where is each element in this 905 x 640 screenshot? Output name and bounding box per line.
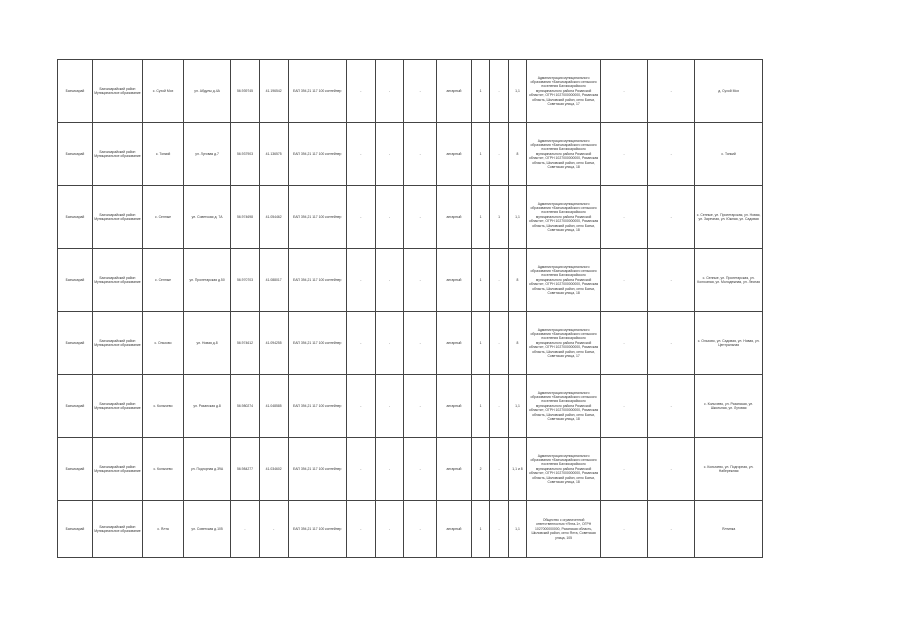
table-cell-c13: - <box>490 60 508 123</box>
table-cell-c16: - <box>600 312 647 375</box>
table-cell-c18: Ялтинка <box>695 501 763 558</box>
table-cell-c17: - <box>648 312 695 375</box>
table-cell-c6: 41.048585 <box>259 375 288 438</box>
table-cell-c9: - <box>375 501 404 558</box>
table-row <box>58 501 763 558</box>
table-cell-c6: 41.094255 <box>259 312 288 375</box>
table-cell-c1: Бахчисарай <box>58 123 93 186</box>
table-cell-c10: - <box>404 60 437 123</box>
table-cell-c2: Бахчисарайский район Муниципальное образование <box>92 438 142 501</box>
table-cell-c16: - <box>600 501 647 558</box>
table-cell-c17: - <box>648 186 695 249</box>
table-cell-c18: с. Сенные, ул. Пролетарская, ул. Колхозная, ул. Молодежная, ул. Лесная <box>695 249 763 312</box>
table-cell-c3: с. Колычево <box>143 375 184 438</box>
table-cell-c9: - <box>375 249 404 312</box>
table-cell-c8: - <box>346 438 375 501</box>
table-cell-c1: Бахчисарай <box>58 375 93 438</box>
table-cell-c8: - <box>346 60 375 123</box>
table-row <box>58 438 763 501</box>
table-cell-c10: - <box>404 438 437 501</box>
table-cell-c4: ул. Рязанская д.8 <box>184 375 231 438</box>
table-cell-c9: - <box>375 312 404 375</box>
table-cell-c3: с. Тонкий <box>143 123 184 186</box>
table-cell-c2: Бахчисарайский район Муниципальное образование <box>92 186 142 249</box>
table-row <box>58 375 763 438</box>
table-cell-c4: ул. Новая д.8 <box>184 312 231 375</box>
table-cell-c12: 1 <box>471 186 489 249</box>
table-cell-c18: с. Колычево, ул. Подгорная, ул. Набережная <box>695 438 763 501</box>
table-cell-c11: ангарный <box>437 249 472 312</box>
table-cell-c16: - <box>600 123 647 186</box>
table-cell-c13: - <box>490 501 508 558</box>
table-cell-c13: - <box>490 249 508 312</box>
table-cell-c2: Бахчисарайский район Муниципальное образование <box>92 249 142 312</box>
table-cell-c2: Бахчисарайский район Муниципальное образование <box>92 123 142 186</box>
table-cell-c14: 8 <box>508 312 526 375</box>
table-cell-c12: 1 <box>471 501 489 558</box>
table-cell-c11: ангарный <box>437 438 472 501</box>
table-cell-c16: - <box>600 60 647 123</box>
table-cell-c4: ул. Пролетарская д.50 <box>184 249 231 312</box>
table-cell-c9: - <box>375 186 404 249</box>
table-cell-c14: 8 <box>508 123 526 186</box>
table-cell-c13: - <box>490 312 508 375</box>
table-cell-c12: 1 <box>471 60 489 123</box>
table-cell-c18: с. Тонкий <box>695 123 763 186</box>
table-cell-c12: 1 <box>471 312 489 375</box>
table-cell-c12: 1 <box>471 123 489 186</box>
table-row <box>58 249 763 312</box>
table-cell-c16: - <box>600 249 647 312</box>
table-cell-c5: 56.974612 <box>231 312 260 375</box>
table-cell-c17: - <box>648 375 695 438</box>
table-cell-c18: с. Колычево, ул. Рязанская, ул. Школьная, ул. Луговая <box>695 375 763 438</box>
table-cell-c5: - <box>231 501 260 558</box>
table-cell-c12: 1 <box>471 249 489 312</box>
table-cell-c15: Администрация муниципального образования «Бахчисарайского сельского поселения Бахчисарайского муниципального района Рязанской области», ОГРН 1027000000000, Рязанская область, Шиловский район, село Бахчи, Советская улица, 18 <box>527 375 601 438</box>
table-cell-c14: 1,1 <box>508 375 526 438</box>
table-cell-c16: - <box>600 186 647 249</box>
table-cell-c7: ЕАП 394,21 117 100 контейнер <box>288 123 346 186</box>
table-cell-c7: ЕАП 394,21 117 100 контейнер <box>288 501 346 558</box>
table-cell-c14: 8 <box>508 249 526 312</box>
table-cell-c10: - <box>404 123 437 186</box>
table-cell-c1: Бахчисарай <box>58 249 93 312</box>
table-cell-c15: Общество с ограниченной ответственностью «Ялта-1», ОГРН 1027000000000, Рязанская область, Шиловский район, село Ялта, Советская улица, 105 <box>527 501 601 558</box>
table-cell-c5: 56.937903 <box>231 123 260 186</box>
table-cell-c2: Бахчисарайский район Муниципальное образование <box>92 312 142 375</box>
table-cell-c13: - <box>490 438 508 501</box>
table-cell-c1: Бахчисарай <box>58 501 93 558</box>
table-cell-c3: с. Сухой Мох <box>143 60 184 123</box>
table-cell-c11: ангарный <box>437 501 472 558</box>
table-cell-c8: - <box>346 186 375 249</box>
table-cell-c8: - <box>346 501 375 558</box>
table-cell-c10: - <box>404 249 437 312</box>
table-cell-c1: Бахчисарай <box>58 312 93 375</box>
table-cell-c7: ЕАП 394,21 117 100 контейнер <box>288 312 346 375</box>
table-cell-c3: с. Сенные <box>143 249 184 312</box>
table-cell-c1: Бахчисарай <box>58 438 93 501</box>
table-cell-c11: ангарный <box>437 312 472 375</box>
table-cell-c15: Администрация муниципального образования «Бахчисарайского сельского поселения Бахчисарайского муниципального района Рязанской области», ОГРН 1027000000000, Рязанская область, Шиловский район, село Бахчи, Советская улица, 17 <box>527 312 601 375</box>
table-cell-c10: - <box>404 375 437 438</box>
table-cell-c16: - <box>600 438 647 501</box>
table-cell-c2: Бахчисарайский район Муниципальное образование <box>92 501 142 558</box>
table-cell-c15: Администрация муниципального образования «Бахчисарайского сельского поселения Бахчисарайского муниципального района Рязанской области», ОГРН 1027000000000, Рязанская область, Шиловский район, село Бахчи, Советская улица, 17 <box>527 60 601 123</box>
table-cell-c1: Бахчисарай <box>58 186 93 249</box>
table-cell-c6: - <box>259 501 288 558</box>
table-cell-c10: - <box>404 312 437 375</box>
table-cell-c5: 56.980274 <box>231 375 260 438</box>
table-cell-c3: с. Ялта <box>143 501 184 558</box>
table-cell-c4: ул. Подгорная д.39А <box>184 438 231 501</box>
table-cell-c13: 1 <box>490 186 508 249</box>
table-cell-c11: ангарный <box>437 60 472 123</box>
table-cell-c9: - <box>375 438 404 501</box>
table-cell-c10: - <box>404 501 437 558</box>
table-cell-c14: 1,1 <box>508 186 526 249</box>
table-cell-c13: - <box>490 123 508 186</box>
table-cell-c16: - <box>600 375 647 438</box>
table-cell-c4: ул. Советская д.105 <box>184 501 231 558</box>
table-cell-c6: 41.034602 <box>259 438 288 501</box>
table-cell-c2: Бахчисарайский район Муниципальное образование <box>92 60 142 123</box>
table-cell-c17: - <box>648 438 695 501</box>
table-cell-c12: 2 <box>471 438 489 501</box>
table-cell-c7: ЕАП 394,21 117 100 контейнер <box>288 60 346 123</box>
table-cell-c9: - <box>375 375 404 438</box>
table-cell-c6: 41.136575 <box>259 123 288 186</box>
table-cell-c8: - <box>346 249 375 312</box>
table-cell-c9: - <box>375 60 404 123</box>
table-cell-c18: с. Сенные, ул. Пролетарская, ул. Новая, ул. Заречная, ул. Южная, ул. Садовая <box>695 186 763 249</box>
table-cell-c3: с. Колычево <box>143 438 184 501</box>
table-cell-c4: ул. Советская д. 7А <box>184 186 231 249</box>
table-cell-c7: ЕАП 394,21 117 100 контейнер <box>288 375 346 438</box>
table-cell-c4: ул. Абдулы д.4А <box>184 60 231 123</box>
table-row <box>58 312 763 375</box>
table-cell-c11: ангарный <box>437 123 472 186</box>
table-cell-c12: 1 <box>471 375 489 438</box>
table-cell-c5: 56.970703 <box>231 249 260 312</box>
table-cell-c17: - <box>648 123 695 186</box>
table-cell-c6: 41.196542 <box>259 60 288 123</box>
table-cell-c17: - <box>648 249 695 312</box>
table-cell-c6: 41.088017 <box>259 249 288 312</box>
table-cell-c14: 1,1 и 8 <box>508 438 526 501</box>
table-cell-c3: с. Ольхово <box>143 312 184 375</box>
table-cell-c3: с. Сенные <box>143 186 184 249</box>
table-cell-c2: Бахчисарайский район Муниципальное образование <box>92 375 142 438</box>
table-row <box>58 186 763 249</box>
table-cell-c18: д. Сухой Мох <box>695 60 763 123</box>
table-cell-c18: с. Ольхово, ул. Садовая, ул. Новая, ул. Центральная <box>695 312 763 375</box>
table-cell-c9: - <box>375 123 404 186</box>
table-cell-c14: 1,1 <box>508 60 526 123</box>
table-cell-c4: ул. Луговая д.7 <box>184 123 231 186</box>
table-row <box>58 60 763 123</box>
table-cell-c7: ЕАП 394,21 117 100 контейнер <box>288 438 346 501</box>
table-cell-c8: - <box>346 312 375 375</box>
table-cell-c11: ангарный <box>437 375 472 438</box>
table-row <box>58 123 763 186</box>
table-cell-c6: 41.054462 <box>259 186 288 249</box>
table-cell-c13: - <box>490 375 508 438</box>
table-cell-c15: Администрация муниципального образования «Бахчисарайского сельского поселения Бахчисарайского муниципального района Рязанской области», ОГРН 1027000000000, Рязанская область, Шиловский район, село Бахчи, Советская улица, 18 <box>527 249 601 312</box>
table-cell-c15: Администрация муниципального образования «Бахчисарайского сельского поселения Бахчисарайского муниципального района Рязанской области», ОГРН 1027000000000, Рязанская область, Шиловский район, село Бахчи, Советская улица, 18 <box>527 186 601 249</box>
table-cell-c8: - <box>346 375 375 438</box>
table-cell-c15: Администрация муниципального образования «Бахчисарайского сельского поселения Бахчисарайского муниципального района Рязанской области», ОГРН 1027000000000, Рязанская область, Шиловский район, село Бахчи, Советская улица, 18 <box>527 123 601 186</box>
table-cell-c14: 1,1 <box>508 501 526 558</box>
table-cell-c17: - <box>648 60 695 123</box>
table-cell-c10: - <box>404 186 437 249</box>
table-cell-c1: Бахчисарай <box>58 60 93 123</box>
data-table <box>57 59 763 558</box>
table-cell-c5: 56.974698 <box>231 186 260 249</box>
table-cell-c7: ЕАП 394,21 117 100 контейнер <box>288 249 346 312</box>
table-cell-c11: ангарный <box>437 186 472 249</box>
table-cell-c5: 56.984277 <box>231 438 260 501</box>
table-cell-c8: - <box>346 123 375 186</box>
table-cell-c7: ЕАП 394,21 117 100 контейнер <box>288 186 346 249</box>
table-cell-c17: - <box>648 501 695 558</box>
table-cell-c15: Администрация муниципального образования «Бахчисарайского сельского поселения Бахчисарайского муниципального района Рязанской области», ОГРН 1027000000000, Рязанская область, Шиловский район, село Бахчи, Советская улица, 18 <box>527 438 601 501</box>
table-cell-c5: 56.939745 <box>231 60 260 123</box>
